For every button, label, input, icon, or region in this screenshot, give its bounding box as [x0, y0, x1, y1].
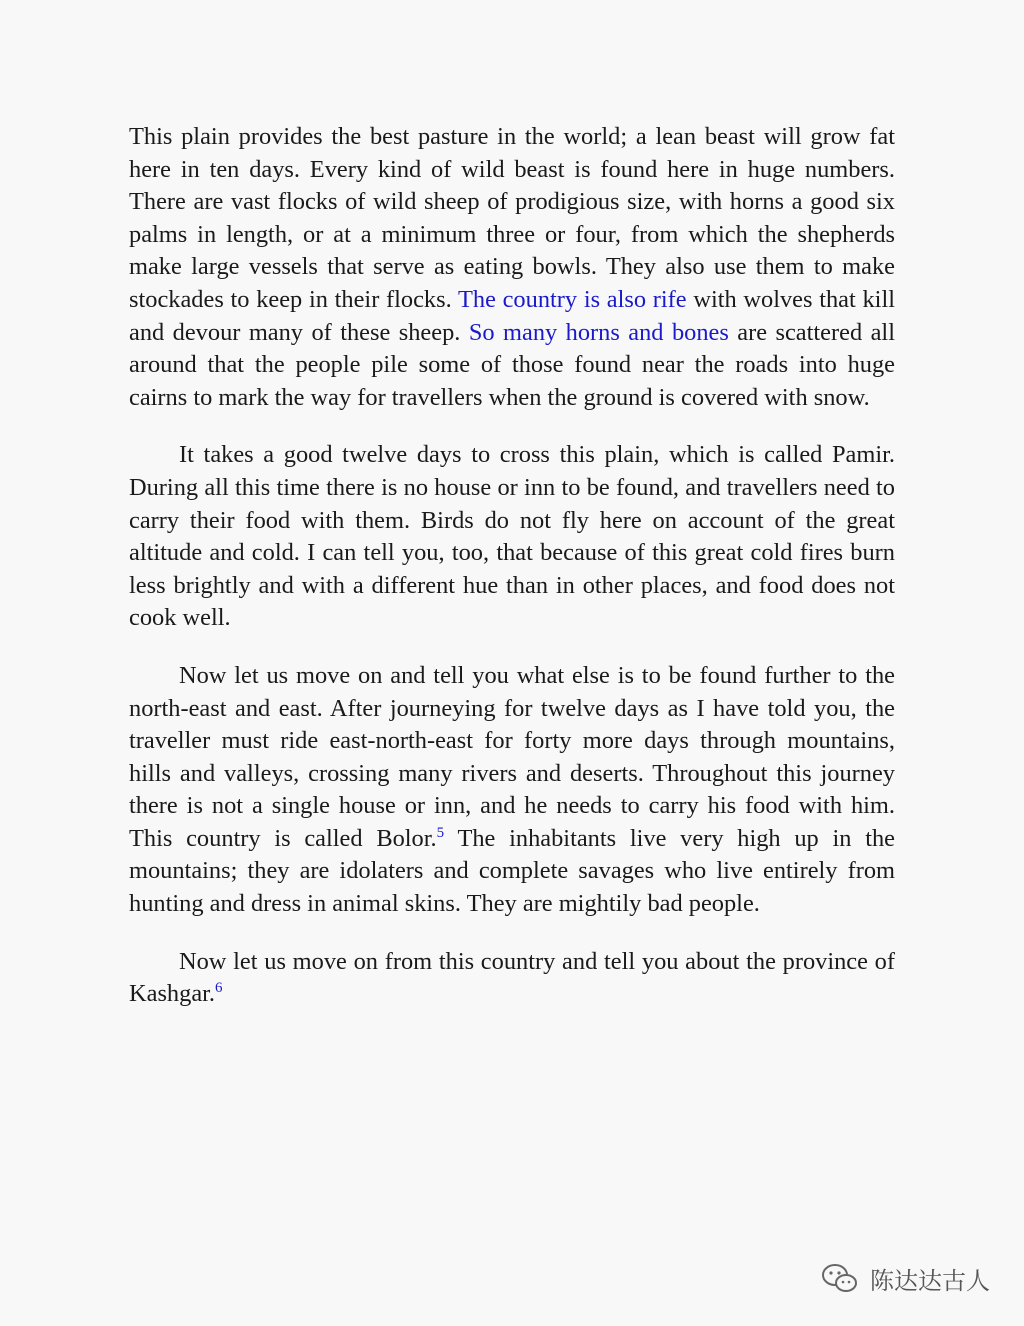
paragraph-text: are scattered all around that the people pile some of those found near the roads into huge cairns to mark the way for travellers when the ground is covered with snow. — [129, 318, 895, 411]
paragraph-bolor — [129, 660, 895, 921]
wechat-icon — [820, 1262, 860, 1296]
paragraph-pamir — [129, 439, 895, 635]
footnote-6-link[interactable]: 6 — [215, 980, 223, 997]
watermark-text: 陈达达古人 — [870, 1267, 990, 1295]
paragraph-pasture — [129, 121, 895, 414]
paragraph-text: with wolves that kill and devour many of these sheep. — [129, 285, 895, 346]
footnote-5-link[interactable]: 5 — [436, 824, 445, 841]
paragraph-text: Now let us move on and tell you what else is to be found further to the north-east and east. After journeying for twelve days as I have told you, the traveller must ride east-north-east for forty more days through mountains, hills and valleys, crossing many rivers and deserts. Throughout this journey there is not a single house or inn, and he needs to carry his food with him. This country is called Bolor. — [129, 661, 895, 852]
paragraph-kashgar — [129, 946, 895, 1011]
highlight-link-wolves[interactable]: The country is also rife — [457, 285, 687, 313]
paragraph-text: It takes a good twelve days to cross this plain, which is called Pamir. During all this time there is no house or inn to be found, and travellers need to carry their food with them. Birds do not fly here on account of the great altitude and cold. I can tell you, too, that because of this great cold fires burn less brightly and with a different hue than in other places, and food does not cook well. — [129, 441, 895, 632]
watermark — [820, 1261, 990, 1296]
paragraph-text: Now let us move on from this country and tell you about the province of Kashgar. — [129, 947, 895, 1008]
paragraph-text: The inhabitants live very high up in the mountains; they are idolaters and complete savages who live entirely from hunting and dress in animal skins. They are mightily bad people. — [129, 824, 896, 918]
paragraph-text: This plain provides the best pasture in the world; a lean beast will grow fat here in ten days. Every kind of wild beast is found here in huge numbers. There are vast flocks of wild sheep of prodigious size, with horns a good six palms in length, or at a minimum three or four, from which the shepherds make large vessels that serve as eating bowls. They also use them to make stockades to keep in their flocks. — [129, 123, 895, 313]
highlight-link-horns[interactable]: So many horns and bones — [468, 318, 729, 346]
document-body — [129, 121, 895, 1036]
